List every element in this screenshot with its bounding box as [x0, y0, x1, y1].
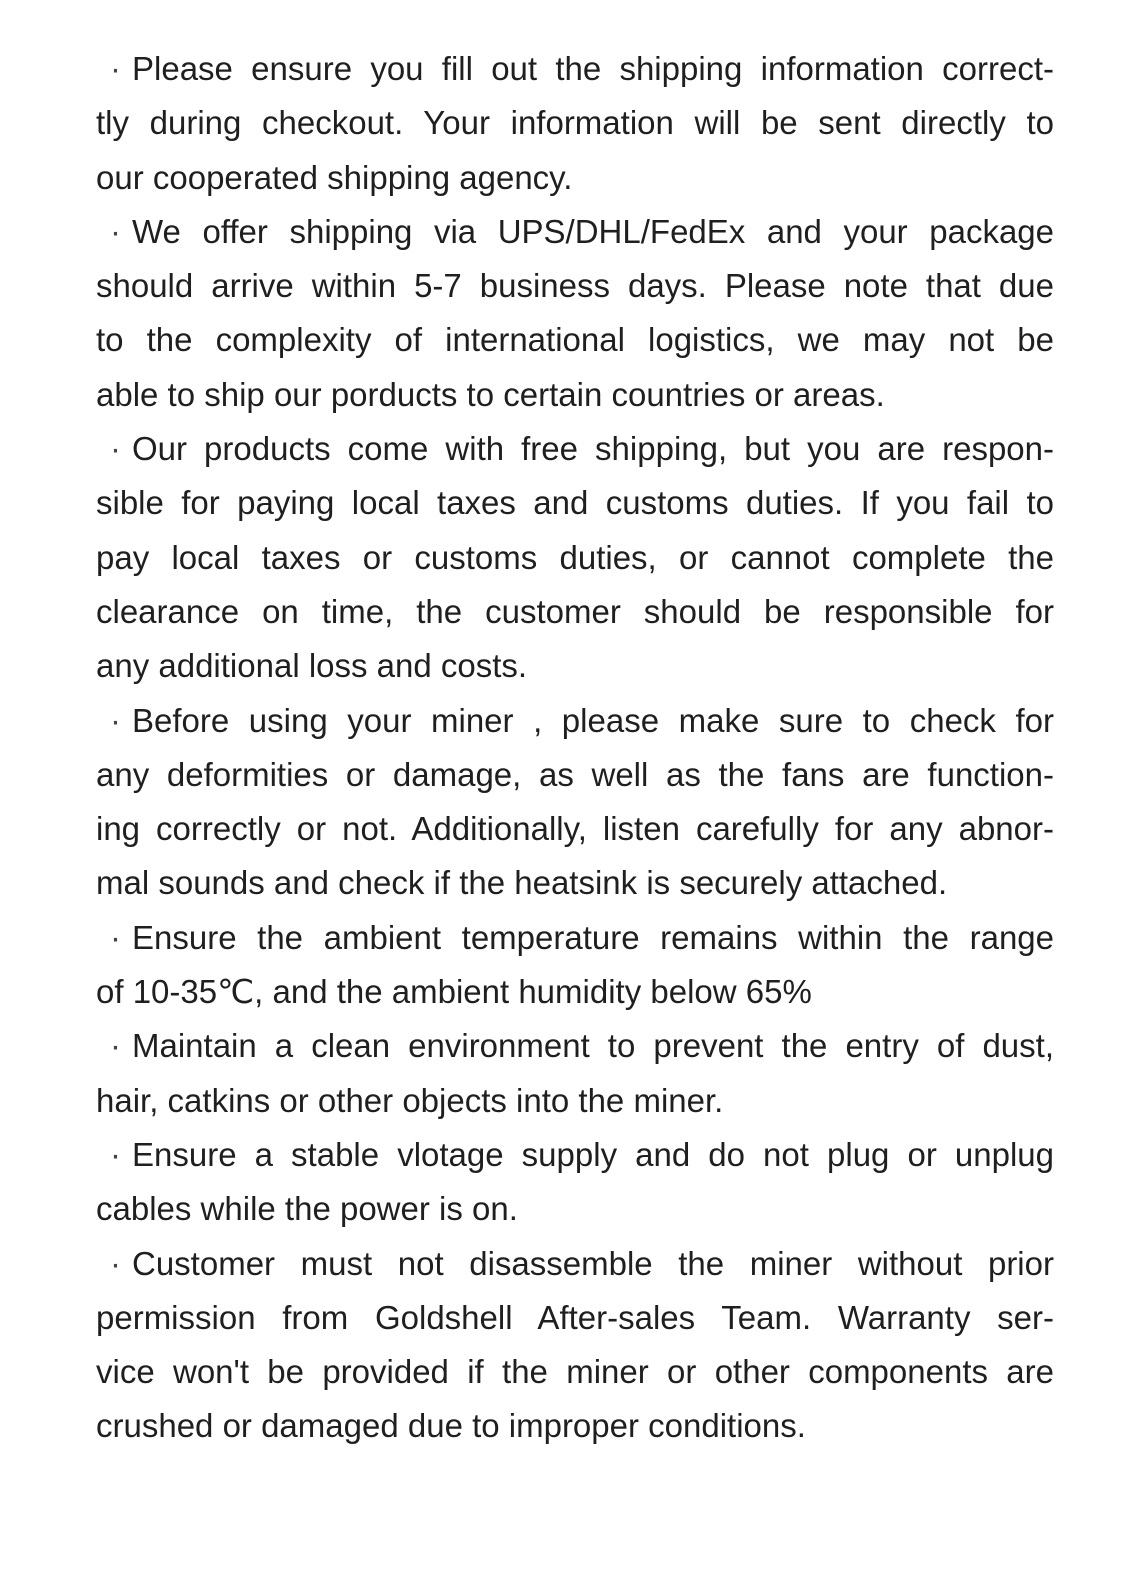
paragraph-temperature-humidity [96, 911, 1054, 1020]
text-line: tly during checkout. Your information will be sent directly to [96, 104, 1054, 142]
text-line: cables while the power is on. [96, 1190, 518, 1228]
text-line: our cooperated shipping agency. [96, 158, 573, 196]
line-text: We offer shipping via UPS/DHL/FedEx and your package [132, 212, 1054, 250]
text-line: to the complexity of international logistics, we may not be [96, 321, 1054, 359]
text-line: able to ship our porducts to certain countries or areas. [96, 375, 885, 413]
text-line [96, 694, 1054, 748]
text-line [96, 422, 1054, 476]
text-line: sible for paying local taxes and customs duties. If you fail to [96, 484, 1054, 522]
paragraph-miner-inspection [96, 694, 1054, 911]
text-line: hair, catkins or other objects into the miner. [96, 1081, 724, 1119]
text-line: pay local taxes or customs duties, or cannot complete the [96, 538, 1054, 576]
text-line: any deformities or damage, as well as the fans are function- [96, 755, 1054, 793]
bullet: · [110, 212, 121, 250]
line-text: Customer must not disassemble the miner without prior [132, 1244, 1054, 1282]
line-text: Maintain a clean environment to prevent the entry of dust, [132, 1027, 1054, 1065]
text-line: mal sounds and check if the heatsink is securely attached. [96, 864, 948, 902]
paragraph-clean-environment [96, 1019, 1054, 1128]
bullet: · [110, 50, 121, 87]
text-line: permission from Goldshell After-sales Team. Warranty ser- [96, 1298, 1054, 1336]
text-line [96, 42, 1054, 96]
text-line [96, 205, 1054, 259]
text-line [96, 911, 1054, 965]
paragraph-warranty [96, 1237, 1054, 1454]
line-text: Ensure the ambient temperature remains within the range [132, 918, 1054, 956]
text-line: of 10-35℃, and the ambient humidity below 65% [96, 973, 812, 1011]
text-line [96, 1019, 1054, 1073]
bullet: · [110, 918, 121, 956]
text-line [96, 1237, 1054, 1291]
paragraph-taxes-duties [96, 422, 1054, 693]
paragraph-shipping-information [96, 42, 1054, 205]
paragraph-shipping-carriers [96, 205, 1054, 422]
bullet: · [110, 1027, 121, 1065]
text-line: should arrive within 5-7 business days. Please note that due [96, 267, 1054, 305]
line-text: Ensure a stable vlotage supply and do not plug or unplug [132, 1135, 1054, 1173]
bullet: · [110, 1244, 121, 1282]
paragraph-voltage-supply [96, 1128, 1054, 1237]
bullet: · [110, 701, 121, 739]
text-line: crushed or damaged due to improper conditions. [96, 1407, 806, 1445]
bullet: · [110, 1135, 121, 1173]
text-line: clearance on time, the customer should be responsible for [96, 592, 1054, 630]
shipping-notice-text [96, 42, 1054, 1454]
text-line: ing correctly or not. Additionally, listen carefully for any abnor- [96, 810, 1054, 848]
line-text: Please ensure you fill out the shipping information correct- [132, 50, 1054, 87]
text-line: any additional loss and costs. [96, 647, 528, 685]
line-text: Before using your miner , please make sure to check for [132, 701, 1054, 739]
text-line [96, 1128, 1054, 1182]
line-text: Our products come with free shipping, but you are respon- [132, 430, 1054, 468]
text-line: vice won't be provided if the miner or other components are [96, 1353, 1054, 1391]
bullet: · [110, 430, 121, 468]
